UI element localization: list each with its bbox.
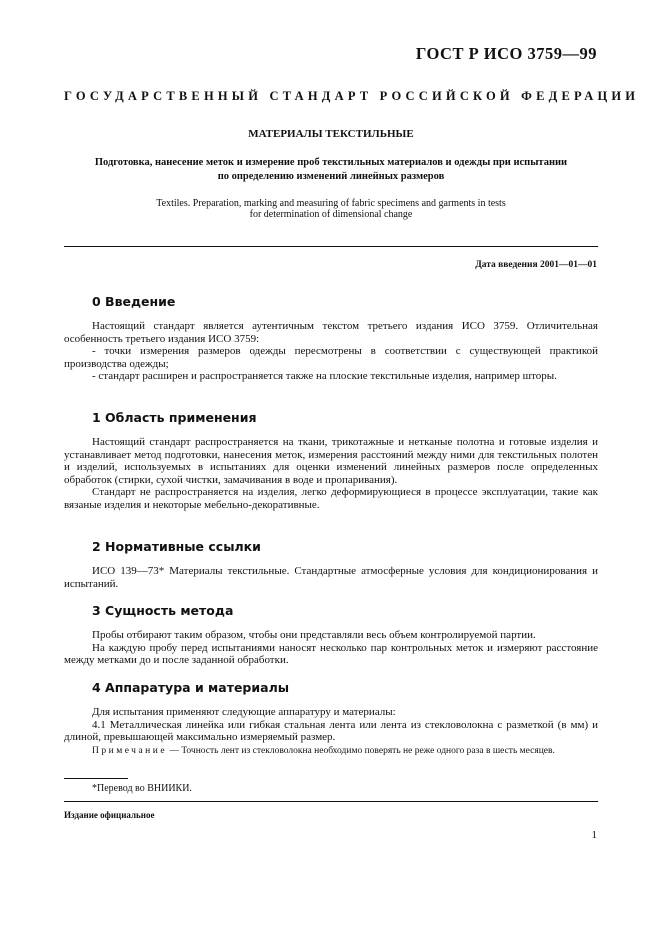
footer-divider [64, 801, 598, 802]
subtitle-line-2: по определению изменений линейных размеров [217, 171, 445, 182]
english-title-line-1: Textiles. Preparation, marking and measuring of fabric specimens and garments in tests [156, 198, 506, 209]
paragraph: Настоящий стандарт является аутентичным текстом третьего издания ИСО 3759. Отличительная особенность третьего издания ИСО 3759: [64, 320, 598, 345]
note-text: — Точность лент из стекловолокна необходимо поверять не реже одного раза в шесть месяцев. [167, 746, 555, 756]
document-code: ГОСТ Р ИСО 3759—99 [415, 44, 597, 63]
footnote: *Перевод во ВНИИКИ. [92, 783, 192, 794]
section-0-body [64, 320, 598, 383]
note-label: Примечание [92, 746, 168, 756]
paragraph: Для испытания применяют следующие аппаратуру и материалы: [92, 706, 396, 718]
section-2-heading: 2 Нормативные ссылки [92, 539, 261, 554]
paragraph: Пробы отбирают таким образом, чтобы они представляли весь объем контролируемой партии. [92, 629, 536, 641]
note-paragraph [64, 746, 598, 757]
paragraph: - точки измерения размеров одежды пересмотрены в соответствии с существующей практикой производства одежды; [64, 345, 598, 370]
introduction-date: Дата введения 2001—01—01 [475, 260, 597, 270]
paragraph: - стандарт расширен и распространяется также на плоские текстильные изделия, например шторы. [92, 370, 557, 382]
section-1-body [64, 436, 598, 511]
section-2-body [64, 565, 598, 590]
note [64, 746, 598, 757]
paragraph: ИСО 139—73* Материалы текстильные. Стандартные атмосферные условия для кондиционирования и испытаний. [64, 565, 598, 590]
state-standard-heading: ГОСУДАРСТВЕННЫЙ СТАНДАРТ РОССИЙСКОЙ ФЕДЕРАЦИИ [64, 89, 640, 103]
paragraph: Стандарт не распространяется на изделия, легко деформирующиеся в процессе эксплуатации, такие как вязаные изделия и некоторые мебельно-декоративные. [64, 486, 598, 511]
document-title: МАТЕРИАЛЫ ТЕКСТИЛЬНЫЕ [248, 128, 414, 140]
header-divider [64, 246, 598, 247]
english-title-line-2: for determination of dimensional change [249, 209, 413, 220]
edition-label: Издание официальное [64, 810, 155, 820]
english-title [64, 198, 598, 220]
paragraph: На каждую пробу перед испытаниями наносят несколько пар контрольных меток и измеряют расстояние между метками до и после заданной обработки. [64, 641, 598, 666]
page-number: 1 [591, 829, 597, 841]
document-subtitle [64, 156, 598, 184]
paragraph: Настоящий стандарт распространяется на ткани, трикотажные и нетканые полотна и готовые изделия и устанавливает метод подготовки, нанесения меток, измерения расстояний между ними для текстильных полотен и изделий, используемых в испытаниях для оценки изменений линейных размеров после определенных обработок (стирки, сухой чистки, замачивания в воде и пропаривания). [64, 436, 598, 486]
section-4-body [64, 706, 598, 744]
footnote-divider [64, 778, 128, 779]
section-0-heading: 0 Введение [92, 294, 176, 309]
section-3-heading: 3 Сущность метода [92, 603, 234, 618]
subtitle-line-1: Подготовка, нанесение меток и измерение проб текстильных материалов и одежды при испытании [94, 157, 568, 168]
section-1-heading: 1 Область применения [92, 410, 257, 425]
section-3-body [64, 629, 598, 667]
paragraph: 4.1 Металлическая линейка или гибкая стальная лента или лента из стекловолокна с разметкой (в мм) и длиной, превышающей максимально измеряемый размер. [64, 718, 598, 743]
section-4-heading: 4 Аппаратура и материалы [92, 680, 290, 695]
